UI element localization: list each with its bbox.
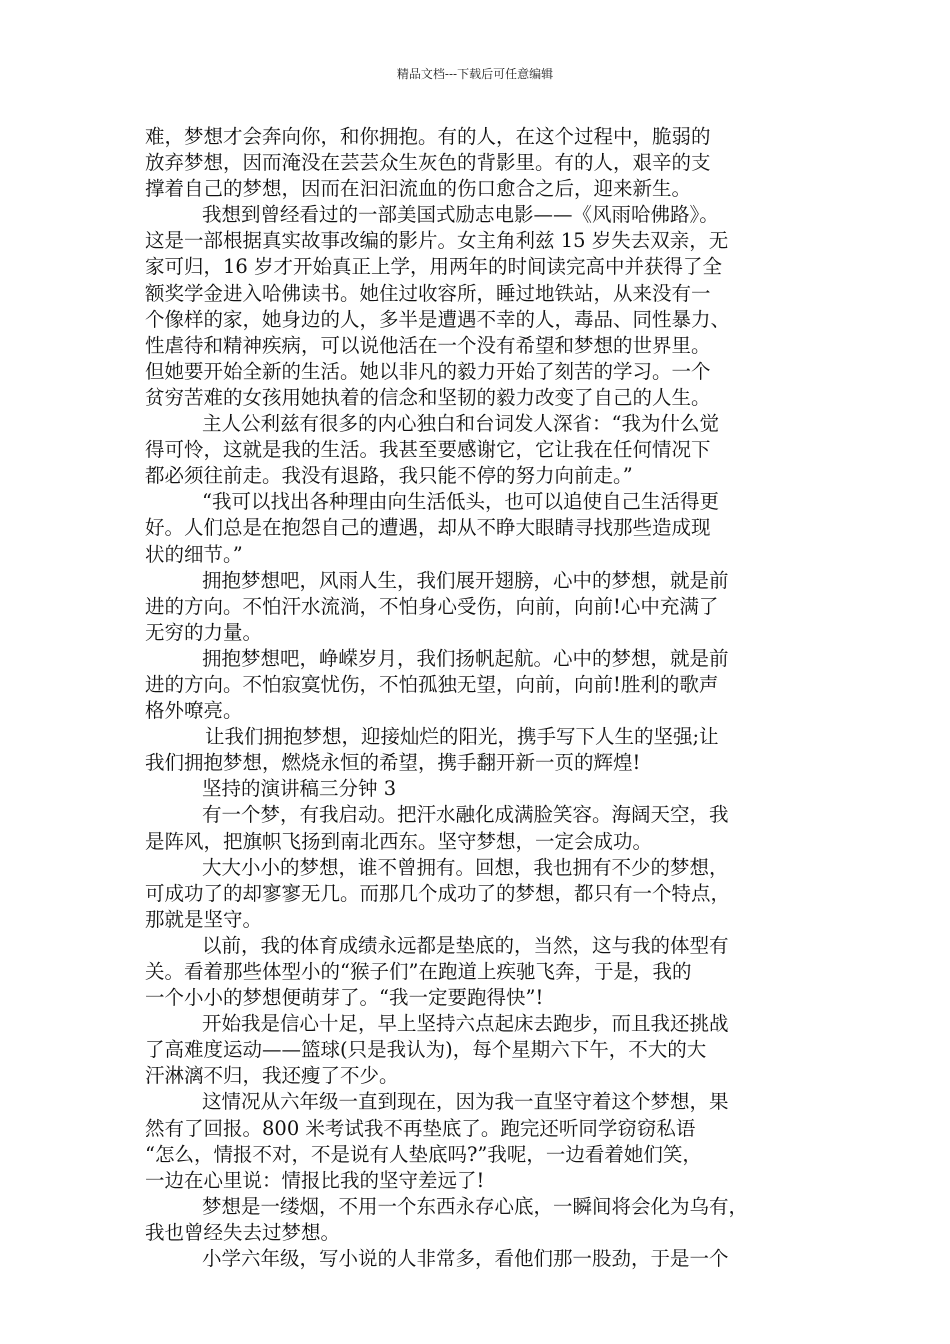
- text-line: 坚持的演讲稿三分钟 3: [202, 777, 397, 801]
- text-line: 这情况从六年级一直到现在，因为我一直坚守着这个梦想，果: [202, 1090, 729, 1114]
- text-line: 汗淋漓不归，我还瘦了不少。: [145, 1064, 399, 1088]
- text-line: 那就是坚守。: [145, 907, 263, 931]
- text-line: 大大小小的梦想，谁不曾拥有。回想，我也拥有不少的梦想，: [202, 855, 729, 879]
- text-line: 了高难度运动——篮球(只是我认为)，每个星期六下午，不大的大: [145, 1038, 707, 1062]
- text-line: 拥抱梦想吧，风雨人生，我们展开翅膀，心中的梦想，就是前: [202, 568, 729, 592]
- text-line: 关。看着那些体型小的“猴子们”在跑道上疾驰飞奔，于是，我的: [145, 960, 692, 983]
- text-line: 可成功了的却寥寥无几。而那几个成功了的梦想，都只有一个特点，: [145, 881, 731, 905]
- text-line: 有一个梦，有我启动。把汗水融化成满脸笑容。海阔天空，我: [202, 803, 729, 827]
- text-line: 开始我是信心十足，早上坚持六点起床去跑步，而且我还挑战: [202, 1012, 729, 1036]
- paragraph: [145, 933, 815, 1011]
- paragraph: [145, 724, 815, 776]
- text-line: 都必须往前走。我没有退路，我只能不停的努力向前走。”: [145, 464, 633, 488]
- paragraph: [145, 802, 815, 854]
- paragraph: [145, 489, 815, 567]
- text-line: 进的方向。不怕寂寞忧伤，不怕孤独无望，向前，向前!胜利的歌声: [145, 672, 719, 696]
- text-line: 主人公利兹有很多的内心独白和台词发人深省：“我为什么觉: [202, 412, 719, 436]
- paragraph: [145, 124, 815, 202]
- text-line: 是阵风，把旗帜飞扬到南北西东。坚守梦想，一定会成功。: [145, 829, 653, 853]
- text-line: 放弃梦想，因而淹没在芸芸众生灰色的背影里。有的人，艰辛的支: [145, 151, 711, 175]
- text-line: “我可以找出各种理由向生活低头，也可以追使自己生活得更: [202, 490, 719, 514]
- text-line: 这是一部根据真实故事改编的影片。女主角利兹 15 岁失去双亲，无: [145, 229, 729, 253]
- text-line: 额奖学金进入哈佛读书。她住过收容所，睡过地铁站，从来没有一: [145, 281, 711, 305]
- paragraph: [145, 202, 815, 411]
- text-line: 一边在心里说：情报比我的坚守差远了!: [145, 1168, 485, 1192]
- text-line: 拥抱梦想吧，峥嵘岁月，我们扬帆起航。心中的梦想，就是前: [202, 646, 729, 670]
- text-line: 进的方向。不怕汗水流淌，不怕身心受伤，向前，向前!心中充满了: [145, 594, 719, 618]
- text-line: 让我们拥抱梦想，迎接灿烂的阳光，携手写下人生的坚强;让: [205, 725, 719, 749]
- text-line: “怎么，情报不对，不是说有人垫底吗?”我呢，一边看着她们笑，: [145, 1142, 702, 1166]
- text-line: 一个小小的梦想便萌芽了。“我一定要跑得快”!: [145, 986, 544, 1010]
- text-line: 撑着自己的梦想，因而在汩汩流血的伤口愈合之后，迎来新生。: [145, 177, 692, 201]
- text-line: 无穷的力量。: [145, 620, 263, 644]
- text-line: 好。人们总是在抱怨自己的遭遇，却从不睁大眼睛寻找那些造成现: [145, 516, 711, 540]
- text-line: 梦想是一缕烟，不用一个东西永存心底，一瞬间将会化为乌有，: [202, 1194, 749, 1218]
- text-line: 我想到曾经看过的一部美国式励志电影——《风雨哈佛路》。: [202, 203, 719, 227]
- paragraph: [145, 1011, 815, 1089]
- text-line: 我们拥抱梦想，燃烧永恒的希望，携手翻开新一页的辉煌!: [145, 751, 641, 775]
- text-line: 个像样的家，她身边的人，多半是遭遇不幸的人，毒品、同性暴力、: [145, 307, 731, 331]
- text-line: 然有了回报。800 米考试我不再垫底了。跑完还听同学窃窃私语: [145, 1116, 696, 1140]
- text-line: 我也曾经失去过梦想。: [145, 1220, 341, 1244]
- page-header: 精品文档---下载后可任意编辑: [396, 67, 554, 81]
- text-line: 以前，我的体育成绩永远都是垫底的，当然，这与我的体型有: [202, 933, 729, 957]
- document-body: [145, 124, 815, 1272]
- paragraph: [145, 776, 815, 802]
- text-line: 小学六年级，写小说的人非常多，看他们那一股劲，于是一个: [202, 1247, 729, 1271]
- paragraph: [145, 1246, 815, 1272]
- text-line: 贫穷苦难的女孩用她执着的信念和坚韧的毅力改变了自己的人生。: [145, 385, 711, 409]
- paragraph: [145, 646, 815, 724]
- text-line: 性虐待和精神疾病，可以说他活在一个没有希望和梦想的世界里。: [145, 333, 711, 357]
- text-line: 但她要开始全新的生活。她以非凡的毅力开始了刻苦的学习。一个: [145, 359, 711, 383]
- text-line: 家可归，16 岁才开始真正上学，用两年的时间读完高中并获得了全: [145, 255, 723, 279]
- paragraph: [145, 568, 815, 646]
- paragraph: [145, 1194, 815, 1246]
- text-line: 难，梦想才会奔向你，和你拥抱。有的人，在这个过程中，脆弱的: [145, 125, 711, 148]
- paragraph: [145, 1089, 815, 1193]
- paragraph: [145, 855, 815, 933]
- text-line: 格外嘹亮。: [145, 699, 243, 723]
- text-line: 得可怜，这就是我的生活。我甚至要感谢它，它让我在任何情况下: [145, 438, 711, 462]
- paragraph: [145, 411, 815, 489]
- text-line: 状的细节。”: [145, 542, 243, 566]
